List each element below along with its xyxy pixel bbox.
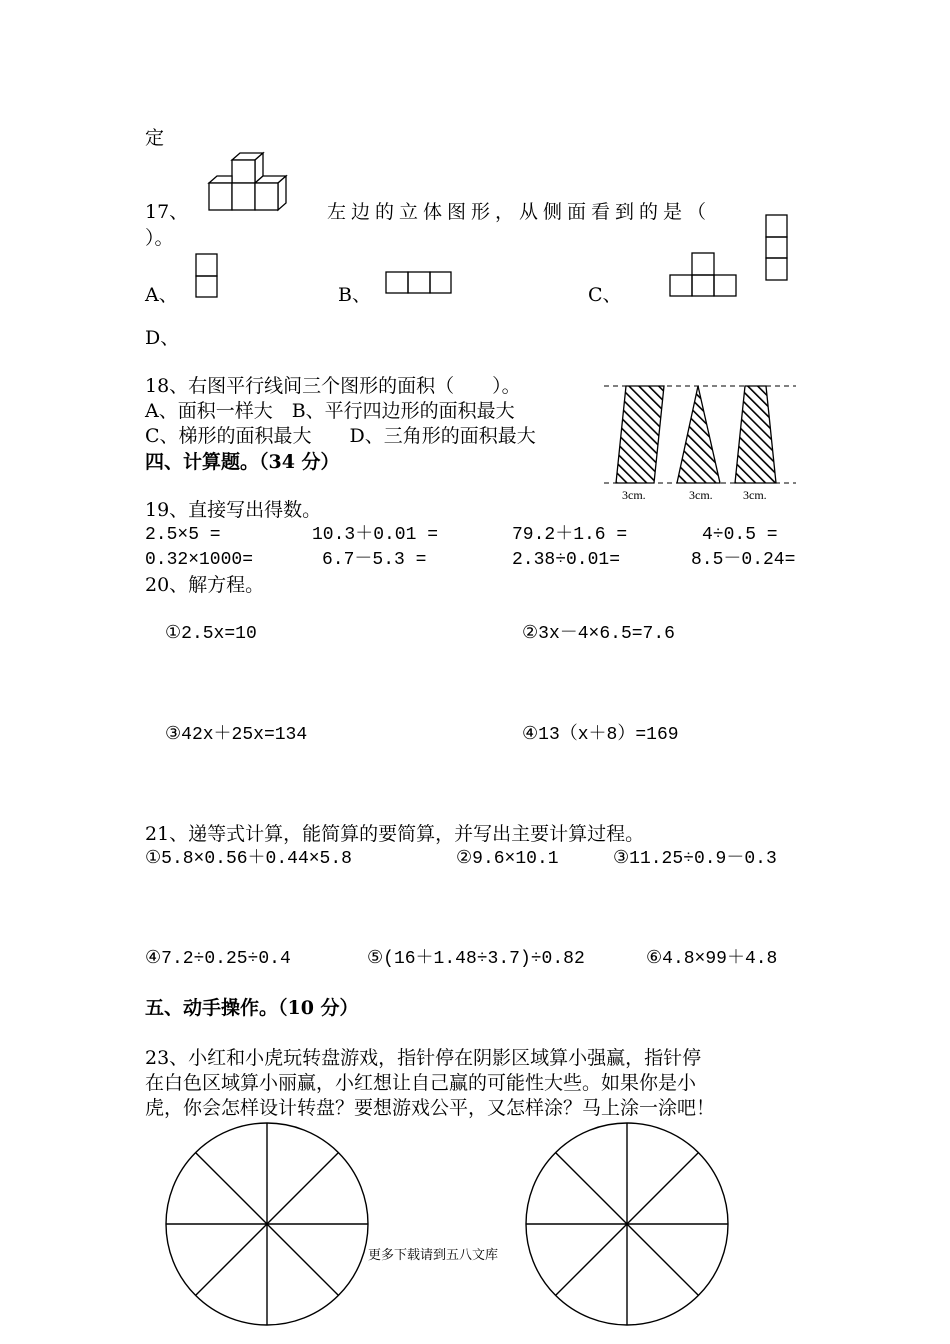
q19-r2-c4: 8.5－0.24= — [691, 550, 796, 570]
q21-p6: ⑥4.8×99＋4.8 — [646, 949, 778, 969]
option-d-label: D、 — [145, 327, 180, 349]
spinner-wheel-right[interactable] — [525, 1121, 729, 1329]
continued-text: 定 — [145, 127, 165, 149]
q17-number: 17、 — [145, 201, 189, 223]
parallelogram-shape — [616, 386, 664, 483]
cube-stack-figure — [205, 152, 291, 214]
q20-title: 20、解方程。 — [145, 574, 265, 596]
q21-p4: ④7.2÷0.25÷0.4 — [145, 949, 291, 969]
q18-question: 18、右图平行线间三个图形的面积（ ）。 — [145, 375, 521, 397]
q17-question: 左边的立体图形，从侧面看到的是（ — [327, 201, 712, 223]
figure-label-1: 3cm. — [622, 488, 646, 502]
q23-line1: 23、小红和小虎玩转盘游戏，指针停在阴影区域算小强赢，指针停 — [145, 1047, 702, 1069]
q19-r2-c3: 2.38÷0.01= — [512, 550, 621, 570]
q20-eq1: ①2.5x=10 — [165, 624, 257, 644]
q23-line2: 在白色区域算小丽赢，小红想让自己赢的可能性大些。如果你是小 — [145, 1072, 697, 1094]
q20-eq4: ④13（x＋8）=169 — [522, 725, 679, 745]
option-d-figure — [765, 214, 789, 282]
q21-p5: ⑤(16＋1.48÷3.7)÷0.82 — [367, 949, 585, 969]
q21-p2: ②9.6×10.1 — [456, 849, 559, 869]
q21-p3: ③11.25÷0.9－0.3 — [613, 849, 777, 869]
q21-title: 21、递等式计算，能简算的要简算，并写出主要计算过程。 — [145, 823, 645, 845]
q19-r2-c1: 0.32×1000= — [145, 550, 254, 570]
figure-label-3: 3cm. — [743, 488, 767, 502]
q19-r2-c2: 6.7－5.3 = — [322, 550, 427, 570]
footer-note: 更多下载请到五八文库 — [368, 1248, 499, 1263]
q19-r1-c4: 4÷0.5 = — [702, 525, 778, 545]
option-b-label: B、 — [338, 284, 371, 306]
q19-r1-c1: 2.5×5 = — [145, 525, 221, 545]
option-b-figure — [385, 271, 453, 295]
q19-r1-c2: 10.3＋0.01 = — [312, 525, 439, 545]
figure-label-2: 3cm. — [689, 488, 713, 502]
q19-title: 19、直接写出得数。 — [145, 499, 322, 521]
option-a-figure — [195, 253, 219, 299]
section5-title: 五、动手操作。（10 分） — [145, 997, 359, 1019]
q23-line3: 虎，你会怎样设计转盘？要想游戏公平，又怎样涂？马上涂一涂吧！ — [145, 1097, 716, 1119]
parallel-lines-figure — [600, 378, 800, 504]
q18-options-ab: A、面积一样大 B、平行四边形的面积最大 — [145, 400, 515, 422]
q20-eq3: ③42x＋25x=134 — [165, 725, 308, 745]
q20-eq2: ②3x－4×6.5=7.6 — [522, 624, 675, 644]
q17-question-end: ）。 — [145, 227, 174, 249]
spinner-wheel-left[interactable] — [165, 1121, 369, 1329]
option-c-label: C、 — [588, 284, 622, 306]
option-a-label: A、 — [145, 284, 178, 306]
q21-p1: ①5.8×0.56＋0.44×5.8 — [145, 849, 352, 869]
option-c-figure — [668, 252, 738, 298]
section4-title: 四、计算题。（34 分） — [145, 451, 340, 473]
q19-r1-c3: 79.2＋1.6 = — [512, 525, 628, 545]
q18-options-cd: C、梯形的面积最大 D、三角形的面积最大 — [145, 425, 536, 447]
triangle-shape — [677, 386, 720, 483]
trapezoid-shape — [735, 386, 776, 483]
